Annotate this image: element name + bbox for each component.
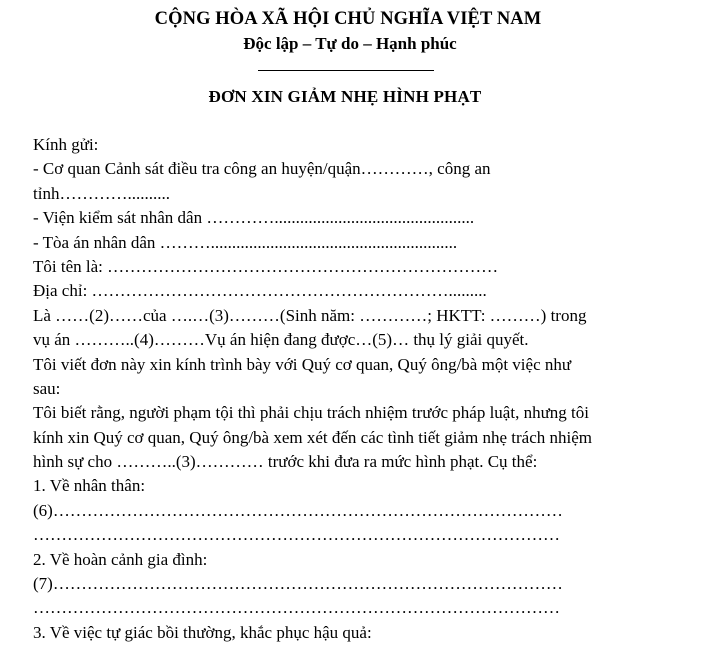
- fill-in-line: …………………………………………………………………………………: [33, 598, 560, 618]
- fill-in-line: (7)………………………………………………………………………………: [33, 574, 563, 594]
- section-heading-family: 2. Về hoàn cảnh gia đình:: [33, 549, 208, 569]
- recipient-court-line: - Tòa án nhân dân ………..........................................................: [33, 232, 458, 252]
- recipient-police-line: - Cơ quan Cảnh sát điều tra công an huyện/quận…………, công an: [33, 159, 491, 179]
- salutation-line: Kính gửi:: [33, 135, 99, 154]
- body-paragraph-line: Tôi viết đơn này xin kính trình bày với Quý cơ quan, Quý ông/bà một việc như: [33, 354, 572, 374]
- document-body: [33, 133, 673, 645]
- body-paragraph-line: Tôi biết rằng, người phạm tội thì phải chịu trách nhiệm trước pháp luật, nhưng tôi: [33, 403, 589, 423]
- section-heading-compensation: 3. Về việc tự giác bồi thường, khắc phục hậu quả:: [33, 622, 372, 642]
- header-divider: [258, 70, 434, 71]
- relationship-line: Là ……(2)……của ….…(3)………(Sinh năm: …………; HKTT: ………) trong: [33, 305, 587, 325]
- body-paragraph-line: sau:: [33, 378, 61, 398]
- case-line: vụ án ………..(4)………Vụ án hiện đang được…(5)… thụ lý giải quyết.: [33, 330, 529, 350]
- applicant-address-line: Địa chỉ: ……………………………………………………….........: [33, 281, 487, 301]
- recipient-police-province-line: tỉnh…………..........: [33, 183, 170, 203]
- document-title: ĐƠN XIN GIẢM NHẸ HÌNH PHẠT: [208, 87, 482, 106]
- recipient-procuracy-line: - Viện kiểm sát nhân dân …………...............................................: [33, 208, 475, 228]
- document-header: [0, 6, 706, 56]
- national-motto: Độc lập – Tự do – Hạnh phúc: [243, 34, 457, 53]
- national-title: CỘNG HÒA XÃ HỘI CHỦ NGHĨA VIỆT NAM: [154, 9, 542, 29]
- section-heading-personal: 1. Về nhân thân:: [33, 476, 146, 496]
- body-paragraph-line: hình sự cho ………..(3)………… trước khi đưa ra mức hình phạt. Cụ thể:: [33, 452, 538, 472]
- applicant-name-line: Tôi tên là: ……………………………………………………………: [33, 256, 499, 276]
- body-paragraph-line: kính xin Quý cơ quan, Quý ông/bà xem xét đến các tình tiết giảm nhẹ trách nhiệm: [33, 427, 592, 447]
- fill-in-line: (6)………………………………………………………………………………: [33, 500, 563, 520]
- fill-in-line: …………………………………………………………………………………: [33, 525, 560, 545]
